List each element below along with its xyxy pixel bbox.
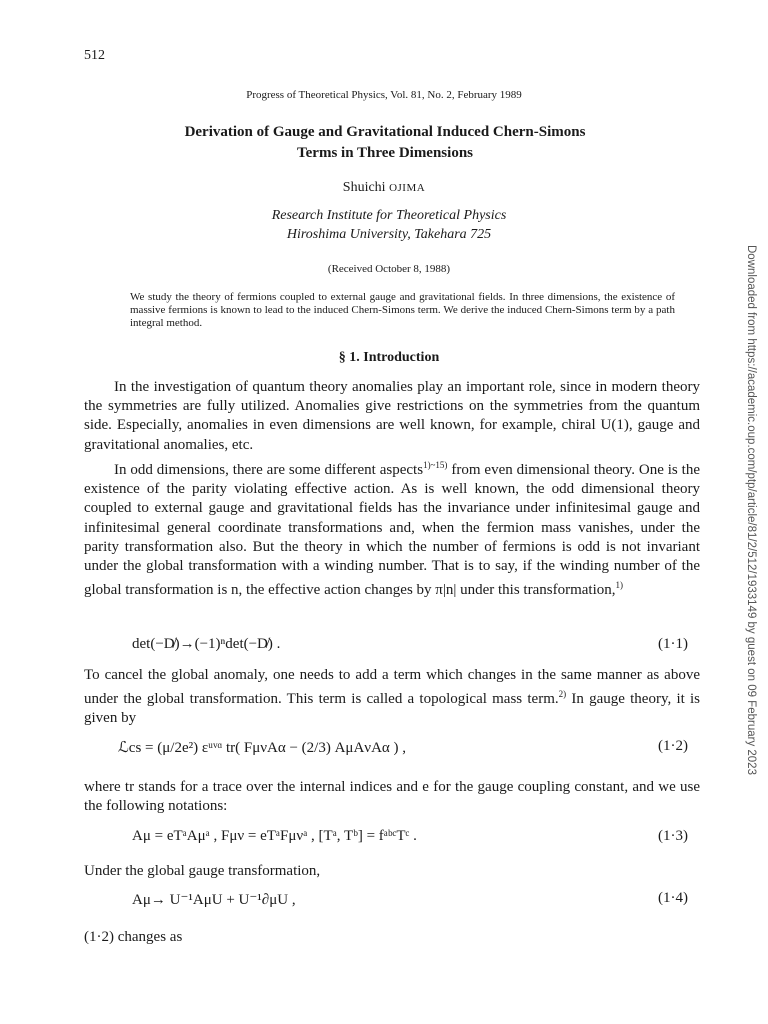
equation-number: (1·1) <box>658 636 688 652</box>
equation-expression: Aμ→ U⁻¹AμU + U⁻¹∂μU , <box>132 892 296 908</box>
author-first-name: Shuichi <box>342 180 390 195</box>
paper-title <box>100 122 670 164</box>
reference-marker: 2) <box>558 689 567 700</box>
affiliation-line-2: Hiroshima University, Takehara 725 <box>286 227 492 242</box>
equation-expression: ℒcs = (μ/2e²) εᵘᵛᵅ tr( FμνAα − (2/3) AμAνAα ) , <box>118 740 407 756</box>
affiliation-line-1: Research Institute for Theoretical Physics <box>271 208 507 223</box>
equation-number: (1·3) <box>658 828 688 844</box>
title-line-1: Derivation of Gauge and Gravitational Induced Chern-Simons <box>184 124 586 140</box>
paragraph-2 <box>84 456 700 600</box>
affiliation <box>0 206 768 244</box>
journal-header: Progress of Theoretical Physics, Vol. 81, No. 2, February 1989 <box>246 89 522 101</box>
author <box>0 180 768 196</box>
paragraph-1: In the investigation of quantum theory anomalies play an important role, since in modern theory the symmetries are fully utilized. Anomalies give restrictions on the symmetries from the quantum side. Especially, anomalies in even dimensions are well known, for example, chiral U(1), gauge and gravitational anomalies, etc. <box>84 379 700 453</box>
equation-number: (1·4) <box>658 890 688 906</box>
equation-expression: Aμ = eTᵃAμᵃ , Fμν = eTᵃFμνᵃ , [Tᵃ, Tᵇ] = fᵃᵇᶜTᶜ . <box>132 828 417 844</box>
paragraph-6: (1·2) changes as <box>84 929 183 945</box>
paragraph-3 <box>84 666 700 729</box>
paragraph-5: Under the global gauge transformation, <box>84 863 321 879</box>
abstract: We study the theory of fermions coupled to external gauge and gravitational fields. In three dimensions, the existence of massive fermions is known to lead to the induced Chern-Simons term. We derive the induced Chern-Simons term by a path integral method. <box>130 291 675 329</box>
reference-marker: 1)~15) <box>423 460 448 470</box>
reference-marker: 1) <box>615 580 623 591</box>
section-heading: § 1. Introduction <box>338 350 440 365</box>
received-date: (Received October 8, 1988) <box>327 263 451 275</box>
paragraph-3-text-a: To cancel the global anomaly, one needs to add a term which changes in the same manner as above under the global transformation. This term is called a topological mass term. <box>84 667 700 708</box>
paragraph-4: where tr stands for a trace over the internal indices and e for the gauge coupling constant, and we use the following notations: <box>84 779 700 815</box>
paragraph-2-text-a: In odd dimensions, there are some different aspects <box>114 462 424 478</box>
title-line-2: Terms in Three Dimensions <box>297 145 473 161</box>
equation-expression: det(−D̸)→(−1)ⁿdet(−D̸) . <box>132 636 281 652</box>
paragraph-2-text-b: from even dimensional theory. One is the existence of the parity violating effective action. As is well known, the odd dimensional theory coupled to external gauge and gravitational fields has the invariance under infinitesimal gauge and infinitesimal general coordinate transformations and, when the fermion mass vanishes, under the parity transformation also. But the theory in which the number of fermions is odd is not invariant under the global transformation with a winding number. That is to say, if the winding number of the global transformation is n, the effective action changes by π|n| under this transformation, <box>84 462 700 599</box>
download-watermark-link[interactable]: Downloaded from https://academic.oup.com/ptp/article/81/2/512/1933149 by guest on 09 February 2023 <box>745 245 757 775</box>
page-number: 512 <box>84 48 105 63</box>
equation-number: (1·2) <box>658 738 688 754</box>
paragraph-3-text-b: In gauge theory, it is given by <box>84 691 701 727</box>
author-last-name: OJIMA <box>389 182 426 194</box>
